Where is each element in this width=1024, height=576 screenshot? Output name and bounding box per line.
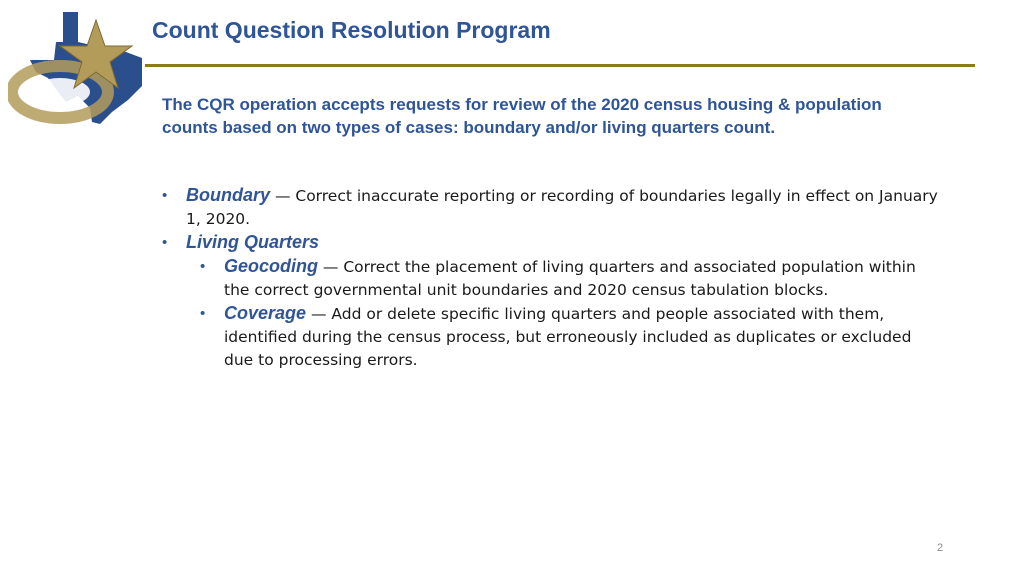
bullet-desc: — Add or delete specific living quarters and people associated with them, identified during the census process, but erroneously included as duplicates or excluded due to processing errors. xyxy=(224,305,912,369)
page-title: Count Question Resolution Program xyxy=(152,17,551,43)
list-item xyxy=(162,184,942,231)
list-item xyxy=(162,255,942,302)
list-item xyxy=(162,231,942,255)
bullet-desc: — Correct inaccurate reporting or recording of boundaries legally in effect on January 1, 2020. xyxy=(186,187,938,228)
page-number: 2 xyxy=(937,542,944,554)
bullet-icon: • xyxy=(162,234,168,251)
bullet-icon: • xyxy=(200,258,206,275)
bullet-icon: • xyxy=(162,187,168,204)
title-divider xyxy=(145,64,975,67)
bullet-list xyxy=(162,184,942,372)
bullet-desc: — Correct the placement of living quarters and associated population within the correct governmental unit boundaries and 2020 census tabulation blocks. xyxy=(224,258,916,299)
texas-star-logo-icon xyxy=(8,8,148,126)
intro-paragraph: The CQR operation accepts requests for review of the 2020 census housing & population counts based on two types of cases: boundary and/or living quarters count. xyxy=(162,95,882,137)
bullet-icon: • xyxy=(200,305,206,322)
bullet-term: Living Quarters xyxy=(186,232,320,252)
bullet-term: Boundary xyxy=(186,185,271,205)
bullet-term: Geocoding xyxy=(224,256,318,276)
bullet-term: Coverage xyxy=(224,303,307,323)
logo xyxy=(8,8,148,126)
list-item xyxy=(162,302,942,372)
